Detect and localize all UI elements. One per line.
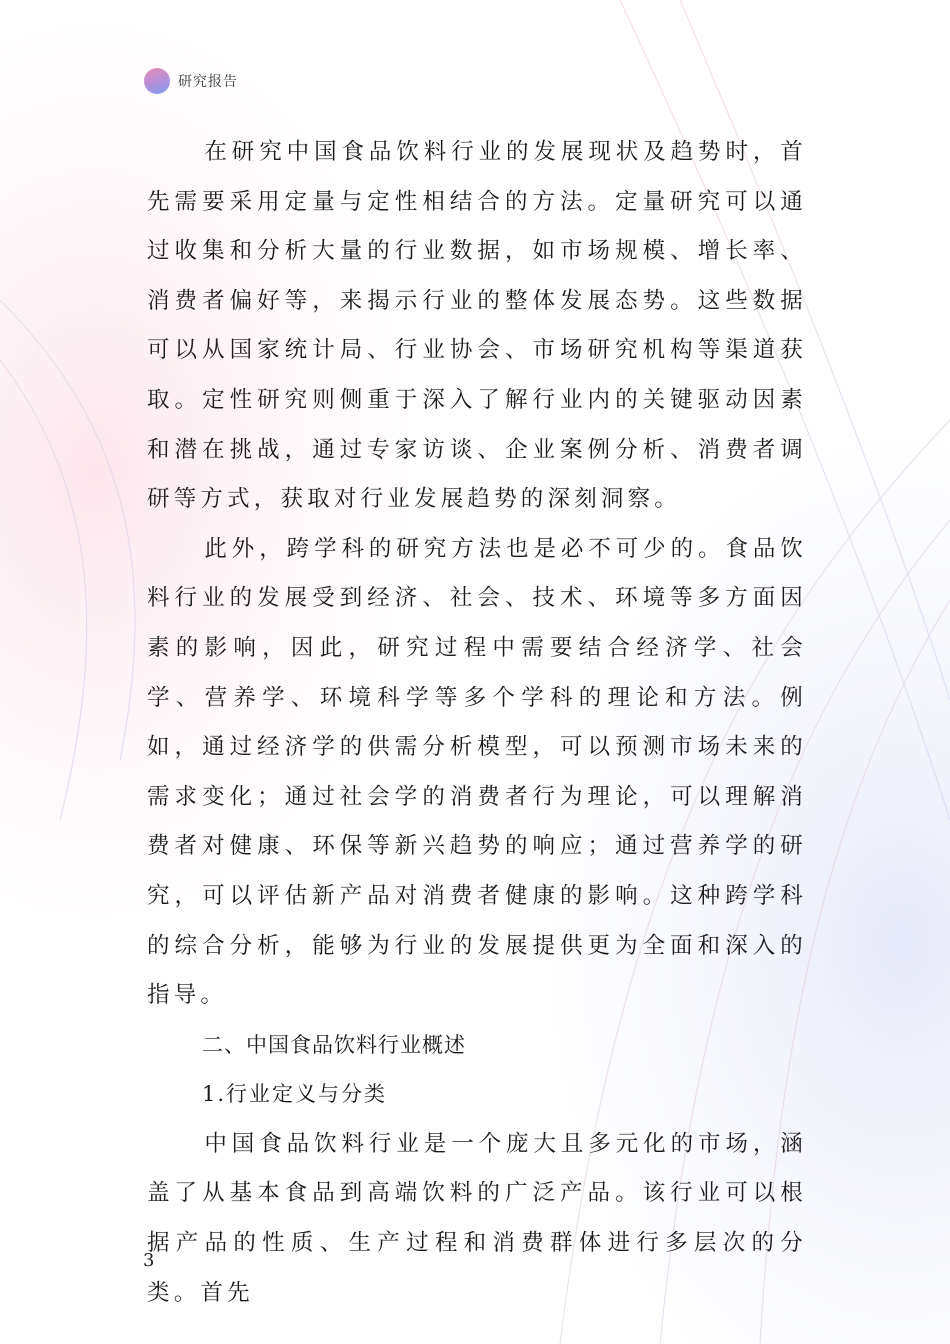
paragraph-industry-definition: 中国食品饮料行业是一个庞大且多元化的市场，涵盖了从基本食品到高端饮料的广泛产品。该行业可以根据产品的性质、生产过程和消费群体进行多层次的分类。首先 [147, 1130, 807, 1306]
paragraph-research-methods: 在研究中国食品饮料行业的发展现状及趋势时，首先需要采用定量与定性相结合的方法。定量研究可以通过收集和分析大量的行业数据，如市场规模、增长率、消费者偏好等，来揭示行业的整体发展态势。这些数据可以从国家统计局、行业协会、市场研究机构等渠道获取。定性研究则侧重于深入了解行业内的关键驱动因素和潜在挑战，通过专家访谈、企业案例分析、消费者调研等方式，获取对行业发展趋势的深刻洞察。 [147, 139, 807, 513]
page-header [144, 66, 238, 96]
subsection-heading: 1.行业定义与分类 [202, 1082, 388, 1107]
section-heading: 二、中国食品饮料行业概述 [202, 1032, 466, 1057]
paragraph-interdisciplinary: 此外，跨学科的研究方法也是必不可少的。食品饮料行业的发展受到经济、社会、技术、环境等多方面因素的影响，因此，研究过程中需要结合经济学、社会学、营养学、环境科学等多个学科的理论和方法。例如，通过经济学的供需分析模型，可以预测市场未来的需求变化；通过社会学的消费者行为理论，可以理解消费者对健康、环保等新兴趋势的响应；通过营养学的研究，可以评估新产品对消费者健康的影响。这种跨学科的综合分析，能够为行业的发展提供更为全面和深入的指导。 [147, 535, 807, 1009]
header-title: 研究报告 [178, 74, 238, 90]
document-body [147, 128, 807, 1318]
page-number: 3 [143, 1250, 155, 1271]
report-logo-icon [144, 68, 170, 94]
